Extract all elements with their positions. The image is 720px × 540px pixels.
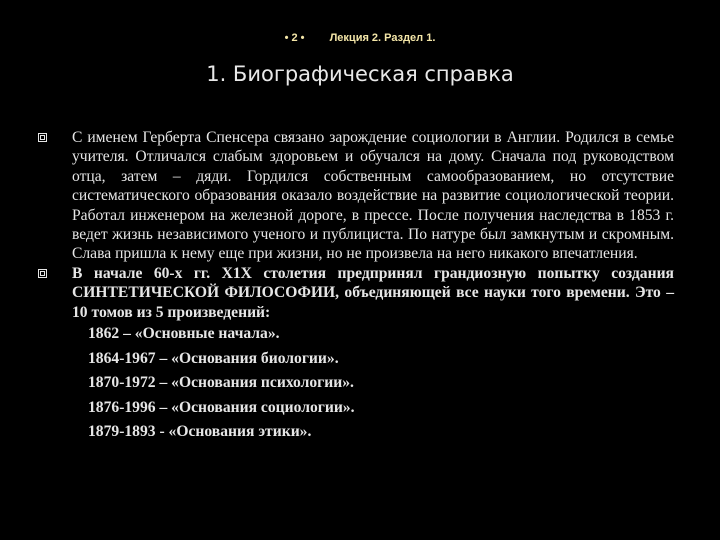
bullet-item-synthetic-philosophy (38, 264, 674, 322)
square-bullet-icon (38, 133, 47, 142)
page-number: • 2 • (284, 32, 305, 44)
works-list (38, 322, 674, 445)
bullet-item-biography (38, 128, 674, 264)
slide-title: 1. Биографическая справка (206, 62, 514, 86)
bullet-text: С именем Герберта Спенсера связано зарождение социологии в Англии. Родился в семье учителя. Отличался слабым здоровьем и обучался на дому. Сначала под руководством отца, затем – дяди. Гордился собственным самообразованием, но отсутствие систематического образования оказало воздействие на развитие социологической теории. Работал инженером на железной дороге, в прессе. После получения наследства в 1853 г. ведет жизнь независимого ученого и публициста. По натуре был замкнутым и скромным. Слава пришла к нему еще при жизни, но не произвела на него никакого впечатления. (72, 129, 674, 263)
works-list-item: 1879-1893 - «Основания этики». (88, 423, 312, 441)
lecture-label: Лекция 2. Раздел 1. (329, 32, 436, 44)
slide-header (0, 32, 720, 44)
slide-content (38, 128, 674, 445)
works-list-item: 1876-1996 – «Основания социологии». (88, 398, 355, 416)
works-list-item: 1870-1972 – «Основания психологии». (88, 374, 354, 392)
works-list-item: 1862 – «Основные начала». (88, 325, 280, 343)
square-bullet-icon (38, 269, 47, 278)
bullet-text: В начале 60-х гг. Х1Х столетия предпринял грандиозную попытку создания СИНТЕТИЧЕСКОЙ ФИЛОСОФИИ, объединяющей все науки того времени. Это – 10 томов из 5 произведений: (72, 264, 674, 321)
works-list-item: 1864-1967 – «Основания биологии». (88, 349, 339, 367)
